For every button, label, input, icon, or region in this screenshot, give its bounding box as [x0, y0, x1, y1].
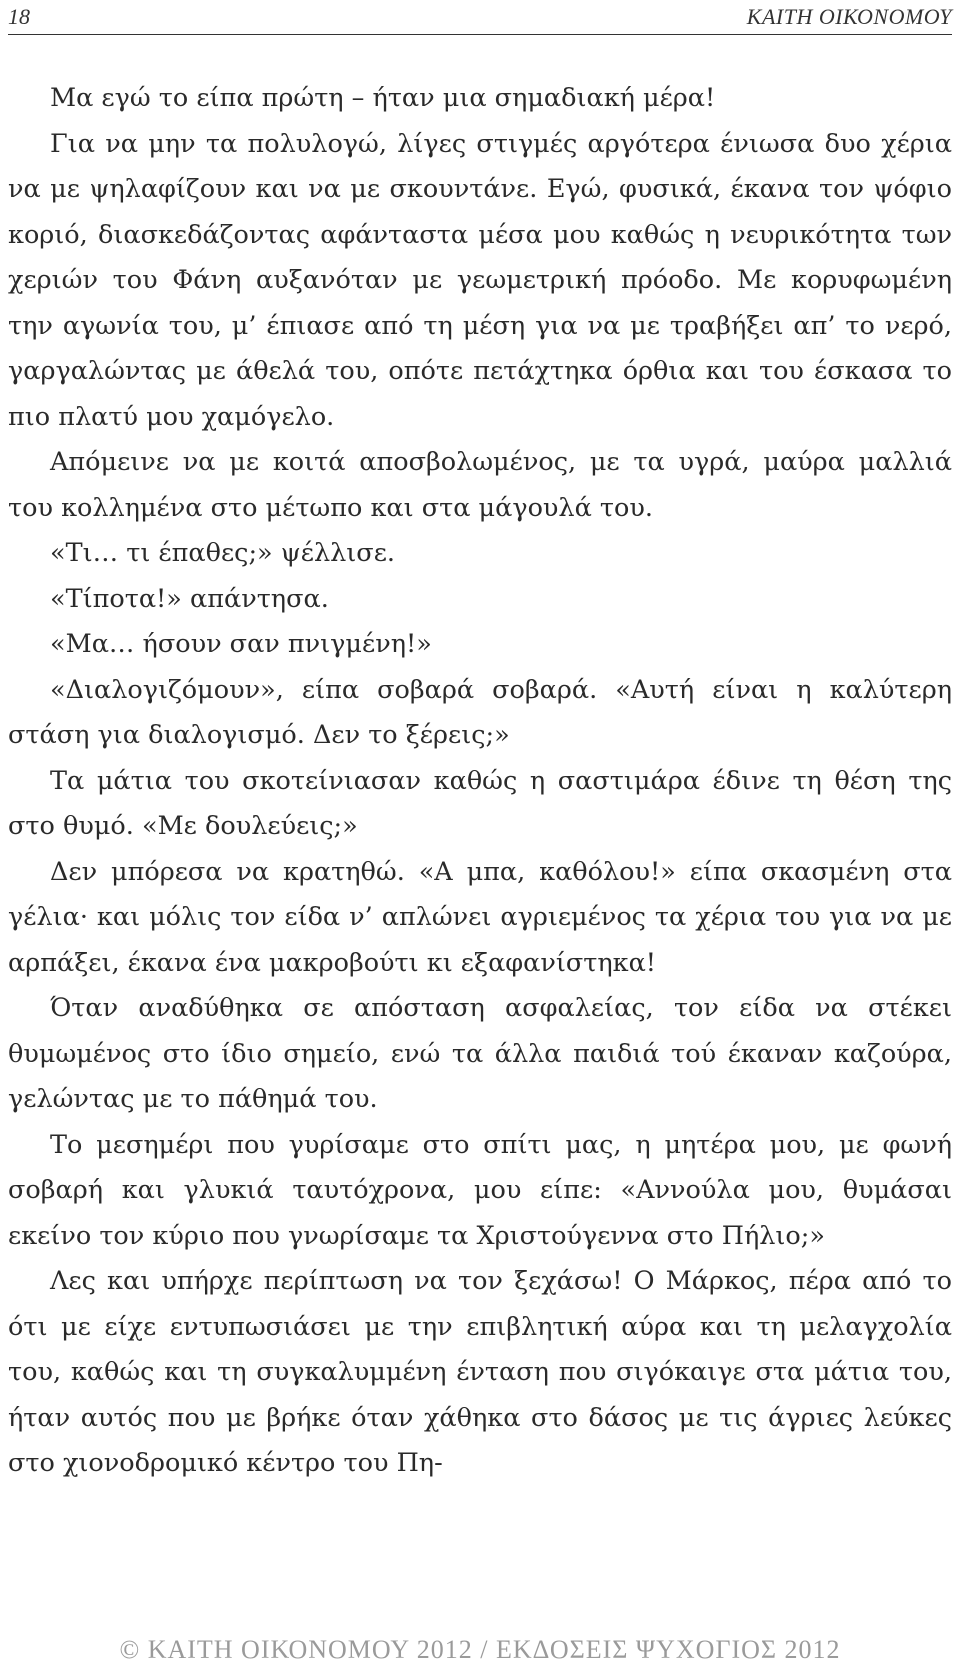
body-text — [8, 76, 952, 1487]
page-header — [8, 4, 952, 35]
paragraph: Απόμεινε να με κοιτά αποσβολωμένος, με τα υγρά, μαύρα μαλλιά του κολλημένα στο μέτωπο και στα μάγουλά του. — [8, 447, 952, 523]
paragraph: Όταν αναδύθηκα σε απόσταση ασφαλείας, τον είδα να στέκει θυμωμένος στο ίδιο σημείο, ενώ τα άλλα παιδιά τού έκαναν καζούρα, γελώντας με το πάθημά του. — [8, 993, 952, 1114]
paragraph: Το μεσημέρι που γυρίσαμε στο σπίτι μας, η μητέρα μου, με φωνή σοβαρή και γλυκιά ταυτόχρονα, μου είπε: «Αννούλα μου, θυμάσαι εκείνο τον κύριο που γνωρίσαμε τα Χριστούγεννα στο Πήλιο;» — [8, 1129, 952, 1251]
paragraph: Για να μην τα πολυλογώ, λίγες στιγμές αργότερα ένιωσα δυο χέρια να με ψηλαφίζουν και να με σκουντάνε. Εγώ, φυσικά, έκανα τον ψόφιο κοριό, διασκεδάζοντας αφάνταστα μέσα μου καθώς η νευρικότητα των χεριών του Φάνη αυξανόταν με γεωμετρική πρόοδο. Με κορυφωμένη την αγωνία του, μ’ έπιασε από τη μέση για να με τραβήξει απ’ το νερό, γαργαλώντας με άθελά του, οπότε πετάχτηκα όρθια και του έσκασα το πιο πλατύ μου χαμόγελο. — [8, 128, 952, 432]
paragraph: «Τι… τι έπαθες;» ψέλλισε. — [50, 538, 396, 568]
paragraph: «Τίποτα!» απάντησα. — [50, 583, 329, 614]
page-number: 18 — [8, 4, 30, 29]
paragraph: «Διαλογιζόμουν», είπα σοβαρά σοβαρά. «Αυτή είναι η καλύτερη στάση για διαλογισμό. Δεν το ξέρεις;» — [8, 674, 952, 750]
paragraph: «Μα… ήσουν σαν πνιγμένη!» — [50, 629, 432, 659]
paragraph: Μα εγώ το είπα πρώτη – ήταν μια σημαδιακή μέρα! — [50, 83, 716, 113]
paragraph: Τα μάτια του σκοτείνιασαν καθώς η σαστιμάρα έδινε τη θέση της στο θυμό. «Με δουλεύεις;» — [8, 765, 952, 841]
paragraph: Δεν μπόρεσα να κρατηθώ. «Α μπα, καθόλου!» είπα σκασμένη στα γέλια· και μόλις τον είδα ν’ απλώνει αγριεμένος τα χέρια του για να με αρπάξει, έκανα ένα μακροβούτι κι εξαφανίστηκα! — [8, 856, 952, 978]
running-head-author: ΚΑΙΤΗ ΟΙΚΟΝΟΜΟΥ — [746, 4, 952, 29]
paragraph: Λες και υπήρχε περίπτωση να τον ξεχάσω! Ο Μάρκος, πέρα από το ότι με είχε εντυπωσιάσει με την επιβλητική αύρα και τη μελαγχολία του, καθώς και τη συγκαλυμμένη ένταση που σιγόκαιγε στα μάτια του, ήταν αυτός που με βρήκε όταν χάθηκα στο δάσος με τις άγριες λεύκες στο χιονοδρομικό κέντρο του Πη- — [8, 1266, 952, 1478]
copyright-footer: © ΚΑΙΤΗ ΟΙΚΟΝΟΜΟΥ 2012 / ΕΚΔΟΣΕΙΣ ΨΥΧΟΓΙΟΣ 2012 — [119, 1635, 841, 1664]
